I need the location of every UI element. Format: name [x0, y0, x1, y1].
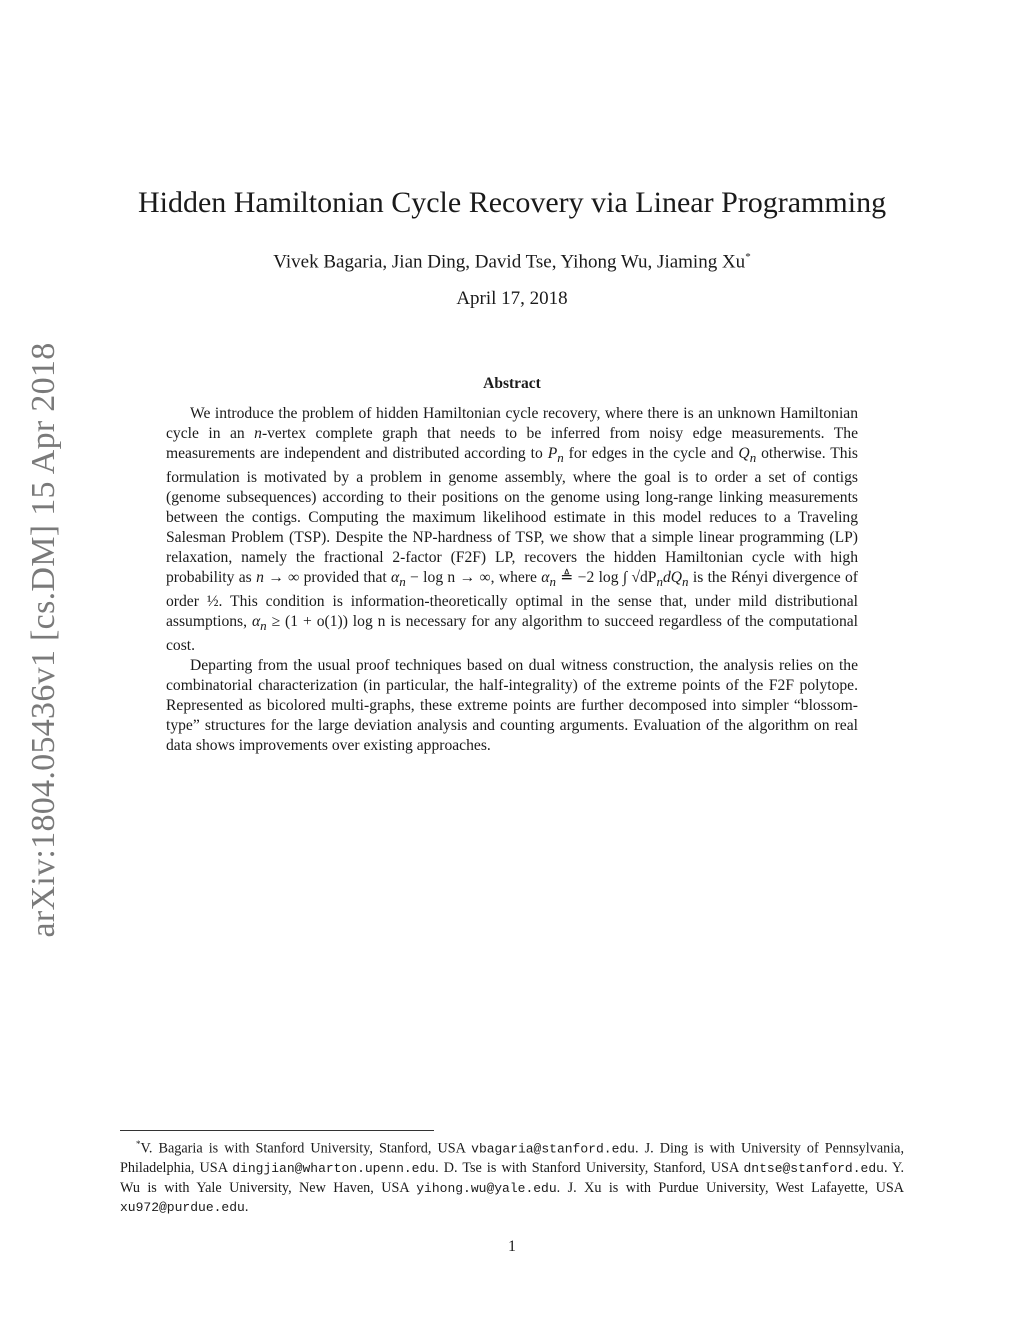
math-inequality: ≥ (1 + o(1)) log n	[266, 613, 386, 631]
email-link[interactable]: yihong.wu@yale.edu	[416, 1180, 557, 1196]
email-link[interactable]: xu972@purdue.edu	[120, 1200, 245, 1216]
text: otherwise. This formulation is motivated by a problem in genome assembly, where the goal is to order a set of contigs (genome subsequences) according to their positions on the genome using long-range linking measurements between the contigs. Computing the maximum likelihood estimate in this model reduces to a Traveling Salesman Problem (TSP). Despite the NP-hardness of TSP, we show that a simple linear programming (LP) relaxation, namely the fractional 2-factor (F2F) LP, recovers the hidden Hamiltonian cycle with high probability as	[166, 445, 858, 587]
author-names: Vivek Bagaria, Jian Ding, David Tse, Yihong Wu, Jiaming Xu	[273, 251, 746, 273]
email-link[interactable]: dntse@stanford.edu	[743, 1161, 884, 1177]
math-sub: n	[549, 574, 556, 590]
paper-title: Hidden Hamiltonian Cycle Recovery via Linear Programming	[137, 186, 887, 219]
math-p: P	[547, 445, 558, 462]
text: provided that	[299, 569, 392, 587]
text: We introduce the problem of hidden Hamiltonian cycle recovery, where there is an unknown Hamiltonian cycle in an	[166, 405, 858, 442]
math-alpha: α	[541, 569, 550, 587]
math-fraction: ½	[206, 593, 219, 611]
math-limit: n → ∞	[256, 569, 300, 587]
math-condition: − log n → ∞	[405, 569, 491, 587]
abstract-body	[166, 404, 858, 756]
text: V. Bagaria is with Stanford University, Stanford, USA	[140, 1140, 472, 1157]
email-link[interactable]: dingjian@wharton.upenn.edu	[232, 1161, 436, 1177]
text: , where	[490, 569, 542, 587]
abstract-paragraph-2: Departing from the usual proof techniques based on dual witness construction, the analysis relies on the combinatorial characterization (in particular, the half-integrality) of the extreme points of the F2F polytope. Represented as bicolored multi-graphs, these extreme points are further decomposed into simpler “blossom-type” structures for the large deviation analysis and counting arguments. Evaluation of the algorithm on real data shows improvements over existing approaches.	[166, 657, 858, 755]
text: -vertex complete graph that needs to be inferred from noisy edge measurements. The measurements are independent and distributed according to	[166, 425, 858, 462]
math-sub: n	[656, 574, 663, 590]
math-definition: dQ	[662, 569, 683, 587]
math-sub: n	[557, 450, 564, 466]
footnote-divider	[120, 1130, 434, 1131]
paper-date: April 17, 2018	[456, 288, 568, 309]
author-affiliation-footnote	[120, 1135, 904, 1218]
text: . J. Xu is with Purdue University, West Lafayette, USA	[556, 1179, 904, 1196]
email-link[interactable]: vbagaria@stanford.edu	[471, 1141, 635, 1157]
math-sub: n	[260, 618, 267, 634]
text: . D. Tse is with Stanford University, Stanford, USA	[435, 1160, 744, 1177]
text: for edges in the cycle and	[563, 445, 739, 462]
abstract-heading: Abstract	[483, 375, 541, 392]
math-sub: n	[749, 450, 757, 466]
math-q: Q	[738, 445, 750, 462]
text: . J. Ding is with University of Pennsylvania, Philadelphia, USA	[120, 1140, 904, 1177]
math-alpha: α	[391, 569, 400, 587]
footnote-mark: *	[136, 1139, 141, 1149]
math-definition: ≜ −2 log ∫ √dP	[555, 569, 657, 587]
math-n: n	[254, 425, 262, 442]
text: . This condition is information-theoretically optimal in the sense that, under mild distributional assumptions,	[166, 593, 858, 631]
arxiv-identifier-stamp: arXiv:1804.05436v1 [cs.DM] 15 Apr 2018	[25, 342, 62, 938]
math-sub: n	[682, 574, 689, 590]
math-alpha: α	[251, 613, 261, 631]
math-sub: n	[399, 574, 406, 590]
text: is necessary for any algorithm to succeed regardless of the computational cost.	[166, 613, 858, 655]
author-list	[0, 244, 1024, 275]
text: . Y. Wu is with Yale University, New Haven, USA	[120, 1160, 905, 1196]
text: is the Rényi divergence of order	[166, 569, 858, 611]
abstract-paragraph-1	[166, 404, 858, 656]
author-footnote-mark: *	[745, 251, 751, 263]
page-number: 1	[508, 1238, 516, 1255]
text: .	[244, 1199, 249, 1216]
